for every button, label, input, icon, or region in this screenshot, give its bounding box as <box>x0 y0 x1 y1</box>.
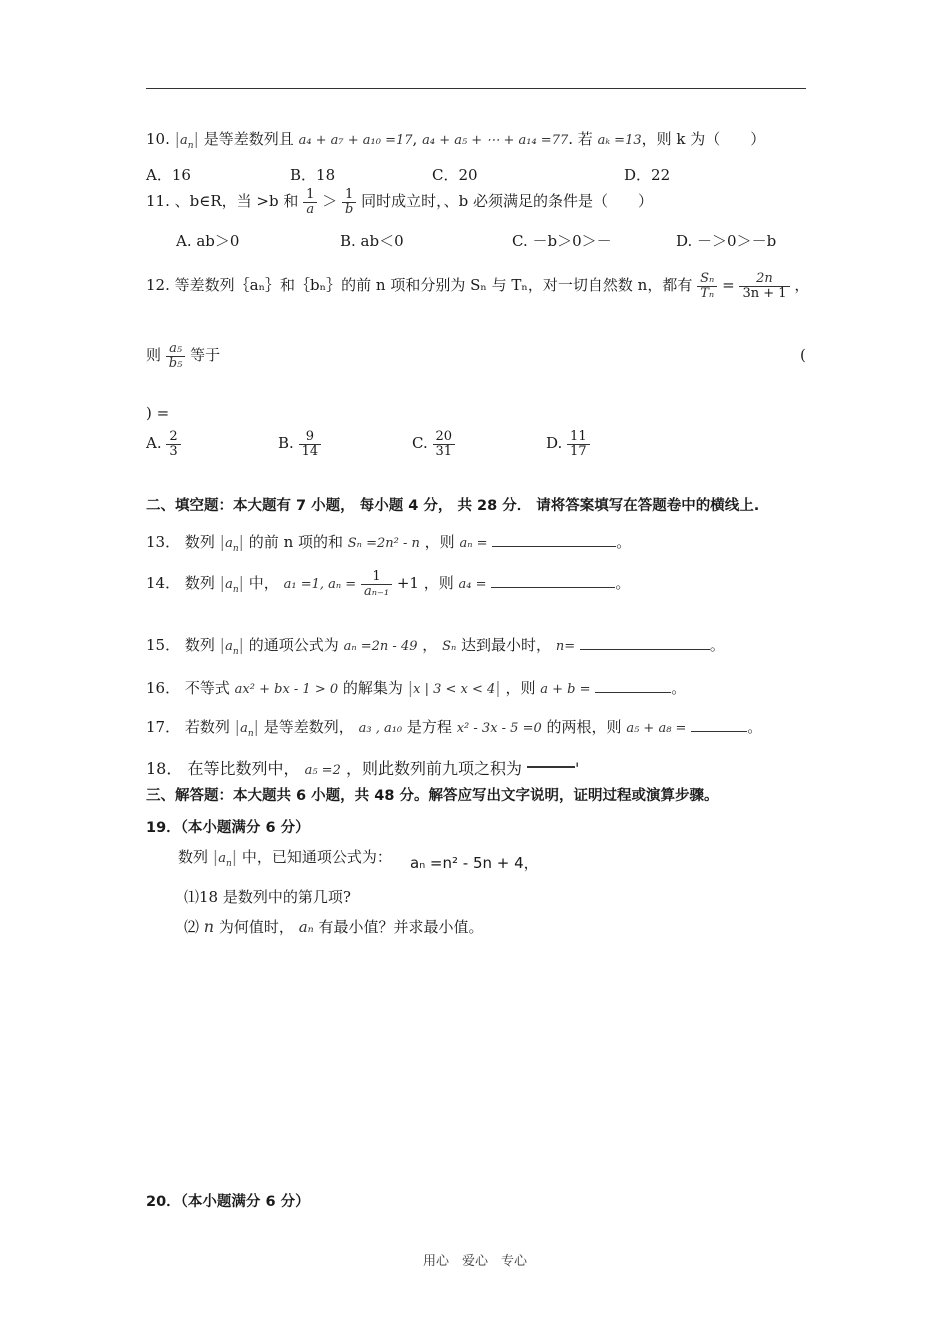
question-number: 11. <box>146 192 170 211</box>
math-expression: a₅ =2 <box>304 763 341 778</box>
fraction <box>697 272 717 300</box>
option-b: B．18 <box>290 166 336 184</box>
section-heading-solve: 三、解答题：本大题共 6 小题，共 48 分。解答应写出文字说明，证明过程或演算步骤。 <box>146 788 719 804</box>
option-d <box>546 430 590 458</box>
question-number: 14． <box>146 574 181 593</box>
question-15: 15． 数列 $|a_n|$ 的通项公式为 aₙ =2n - 49 ， Sₙ 达到最小时， n= 。 <box>146 635 725 657</box>
fraction-numerator: 1 <box>361 570 392 585</box>
option-label: C. <box>412 434 428 453</box>
math-expression: Sₙ =2n² - n <box>347 536 420 551</box>
option-c <box>412 430 455 458</box>
question-text: 是方程 <box>406 718 452 736</box>
question-14: 14． 数列 $|a_n|$ 中， a₁ =1, aₙ = $\frac{1}{\text{aₙ₋₁}}$ +1 ，则 a₄ = 。 <box>146 569 631 599</box>
option-b: B. ab＜0 <box>340 232 404 250</box>
fraction <box>342 188 356 216</box>
answer-blank[interactable] <box>492 546 616 547</box>
question-19-stem: 数列 $|a_n|$ 中，已知通项公式为： <box>178 847 392 869</box>
question-text: 数列 <box>184 574 215 593</box>
question-text: 在等比数列中， <box>187 759 300 778</box>
question-text: 若数列 <box>184 718 230 736</box>
question-number: 15． <box>146 636 181 654</box>
fraction-numerator: 2n <box>739 272 789 287</box>
fraction-denominator: 17 <box>570 443 587 459</box>
question-text: 同时成立时，、b 必须满足的条件是（ ） <box>361 192 653 211</box>
section-heading-fill-in: 二、填空题：本大题有 7 小题， 每小题 4 分， 共 28 分． 请将答案填写在答题卷中的横线上. <box>146 498 760 514</box>
question-text: 、b∈R，当 >b 和 <box>174 192 299 211</box>
option-d: D．22 <box>624 166 671 184</box>
fraction-denominator: 3n + 1 <box>742 285 787 301</box>
question-text: 中， <box>248 574 279 593</box>
question-text: 数列 <box>178 848 209 866</box>
question-text: 是等差数列且 <box>203 130 294 148</box>
question-number: 17． <box>146 718 181 736</box>
fraction-denominator: a <box>306 201 315 217</box>
paren-close: ) = <box>146 404 170 422</box>
question-text: 则 <box>146 346 162 365</box>
punctuation: ， <box>422 636 438 654</box>
math-expression: a₄ + a₅ + ⋯ + a₁₄ =77 <box>422 133 569 148</box>
math-expression: +1 <box>396 574 419 593</box>
question-text: 不等式 <box>184 679 230 697</box>
fraction-numerator: a₅ <box>166 342 186 357</box>
question-text: 有最小值？并求最小值。 <box>318 918 484 936</box>
question-16: 16． 不等式 ax² + bx - 1 > 0 的解集为 |x | 3 < x < 4| ，则 a + b = 。 <box>146 678 687 697</box>
fraction-numerator: 1 <box>303 188 317 203</box>
question-text: 达到最小时， <box>461 636 552 654</box>
question-text: ，则 k 为（ ） <box>641 130 766 148</box>
fraction-numerator: 20 <box>433 430 456 445</box>
answer-blank[interactable] <box>595 692 671 693</box>
option-c: C. －b＞0＞－ <box>512 232 612 250</box>
question-11 <box>146 188 653 216</box>
fraction-denominator: 31 <box>435 443 453 459</box>
part-marker: ⑵ <box>184 918 200 936</box>
punctuation: 。 <box>709 636 725 654</box>
math-variable: n <box>203 917 215 936</box>
math-expression: a + b = <box>540 682 591 697</box>
question-text: 的解集为 <box>342 679 403 697</box>
question-text: 中，已知通项公式为： <box>241 848 392 866</box>
question-text: 是等差数列， <box>263 718 354 736</box>
punctuation: ， <box>794 276 810 295</box>
question-number: 18． <box>146 759 183 778</box>
fraction <box>303 188 317 216</box>
question-text: 为何值时， <box>218 918 294 936</box>
question-text: ，则 <box>505 679 536 697</box>
fraction <box>567 430 590 458</box>
math-expression: aₙ =2n - 49 <box>343 639 418 654</box>
answer-blank[interactable] <box>691 731 747 732</box>
option-label: A. <box>146 434 162 453</box>
math-expression: a₄ + a₇ + a₁₀ =17 <box>298 133 413 148</box>
solution-set: x | 3 < x < 4 <box>413 682 496 697</box>
math-expression: n= <box>555 639 576 654</box>
fraction-denominator: aₙ₋₁ <box>363 583 390 599</box>
option-c: C．20 <box>432 166 478 184</box>
question-19-formula <box>410 852 539 873</box>
answer-blank[interactable] <box>527 766 575 768</box>
answer-blank[interactable] <box>580 649 710 650</box>
option-d: D. －＞0＞－b <box>676 232 777 250</box>
math-variable: aₙ <box>298 918 314 936</box>
question-19-title: 19．（本小题满分 6 分） <box>146 820 310 836</box>
question-20-title: 20．（本小题满分 6 分） <box>146 1194 310 1210</box>
punctuation: 。 <box>671 679 687 697</box>
question-19-part-1: ⑴18 是数列中的第几项? <box>184 888 351 906</box>
question-12-then <box>146 342 220 370</box>
sequence-symbol: a <box>180 133 188 148</box>
punctuation: 。 <box>615 574 631 593</box>
header-rule <box>146 88 806 89</box>
fraction <box>433 430 456 458</box>
question-12 <box>146 272 809 300</box>
fraction-denominator: Tₙ <box>700 285 715 301</box>
punctuation: 。 <box>747 718 763 736</box>
question-text: 数列 <box>184 636 215 654</box>
math-expression: aₙ =n² - 5n + 4 <box>410 854 524 872</box>
question-number: 10. <box>146 130 170 148</box>
fraction-denominator: b₅ <box>168 355 183 371</box>
question-text: 的前 n 项的和 <box>248 533 343 551</box>
question-text: . 若 <box>568 130 593 148</box>
answer-blank[interactable] <box>491 587 615 588</box>
question-text: ，则 <box>424 533 455 551</box>
math-expression: Sₙ <box>442 639 457 654</box>
fraction-denominator: b <box>345 201 354 217</box>
fraction <box>166 430 180 458</box>
operator: ＞ <box>322 192 338 211</box>
fraction-denominator: 14 <box>301 443 319 459</box>
fraction <box>299 430 322 458</box>
math-expression: x² - 3x - 5 =0 <box>456 721 542 736</box>
operator: = <box>722 276 735 295</box>
punctuation: 。 <box>616 533 632 551</box>
page-footer: 用心 爱心 专心 <box>422 1254 527 1269</box>
fraction <box>166 342 186 370</box>
fraction-numerator: Sₙ <box>697 272 717 287</box>
fraction <box>361 570 392 598</box>
option-a: A．16 <box>146 166 191 184</box>
fraction-numerator: 2 <box>166 430 180 445</box>
question-13: 13． 数列 $|a_n|$ 的前 n 项的和 Sₙ =2n² - n ，则 aₙ = 。 <box>146 532 632 554</box>
question-text: 数列 <box>184 533 215 551</box>
fraction-numerator: 9 <box>299 430 322 445</box>
math-expression: ax² + bx - 1 > 0 <box>234 682 339 697</box>
option-label: D. <box>546 434 563 453</box>
punctuation: ' <box>575 759 580 778</box>
question-text: 12. 等差数列｛aₙ｝和｛bₙ｝的前 n 项和分别为 Sₙ 与 Tₙ，对一切自然数 n，都有 <box>146 276 693 295</box>
question-text: 等于 <box>190 346 221 365</box>
math-expression: aₙ = <box>459 536 488 551</box>
fraction-numerator: 11 <box>567 430 590 445</box>
option-label: B. <box>278 434 294 453</box>
question-text: 的两根，则 <box>546 718 622 736</box>
fraction-numerator: 1 <box>342 188 356 203</box>
option-a <box>146 430 181 458</box>
question-number: 16． <box>146 679 181 697</box>
question-19-part-2 <box>184 916 484 937</box>
fraction <box>739 272 789 300</box>
option-a: A. ab＞0 <box>176 232 240 250</box>
option-b <box>278 430 321 458</box>
question-10: 10. $|a_n|$ 是等差数列且 a₄ + a₇ + a₁₀ =17, a₄ + a₅ + ⋯ + a₁₄ =77. 若 aₖ =13，则 k 为（ ） <box>146 129 766 151</box>
question-17: 17． 若数列 $|a_n|$ 是等差数列， a₃ , a₁₀ 是方程 x² - 3x - 5 =0 的两根，则 a₅ + a₈ = 。 <box>146 717 763 739</box>
question-text: ，则此数列前九项之积为 <box>345 759 522 778</box>
punctuation: ， <box>523 854 539 872</box>
math-expression: aₖ =13 <box>597 133 642 148</box>
fraction-denominator: 3 <box>169 443 178 459</box>
math-expression: a₅ + a₈ = <box>626 721 687 736</box>
question-18 <box>146 756 579 779</box>
question-text: 的通项公式为 <box>248 636 339 654</box>
paren-open: ( <box>800 346 806 364</box>
math-expression: a₃ , a₁₀ <box>358 721 403 736</box>
question-number: 13． <box>146 533 181 551</box>
math-expression: a₄ = <box>458 577 487 593</box>
question-text: ，则 <box>423 574 454 593</box>
math-expression: a₁ =1, aₙ = <box>283 577 357 593</box>
